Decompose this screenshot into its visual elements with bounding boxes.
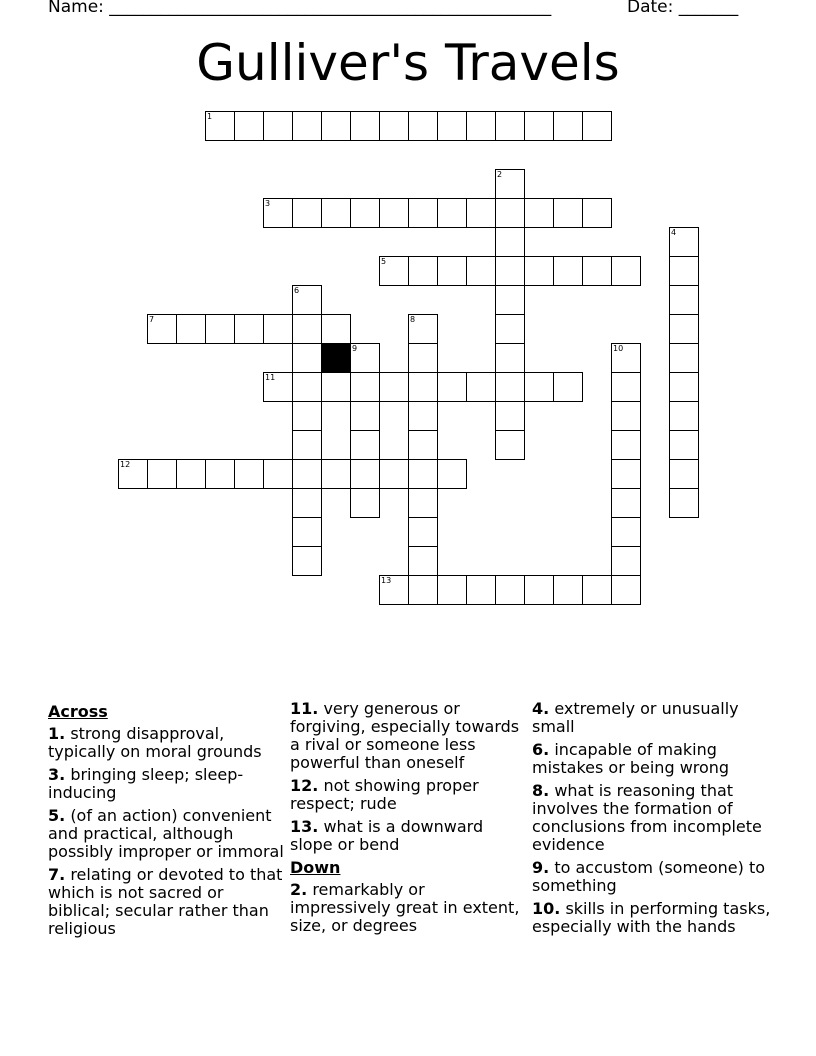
name-field-label: Name: ____________________________________________________ (48, 0, 552, 17)
grid-cell[interactable] (379, 198, 409, 228)
cell-number: 8 (410, 315, 416, 324)
clue-number: 13. (290, 817, 319, 836)
clue-number: 4. (532, 699, 550, 718)
grid-cell[interactable] (292, 401, 322, 431)
grid-cell[interactable] (263, 198, 293, 228)
grid-cell[interactable] (292, 546, 322, 576)
grid-cell[interactable] (495, 372, 525, 402)
grid-cell[interactable] (408, 401, 438, 431)
grid-cell[interactable] (408, 111, 438, 141)
clue-number: 12. (290, 776, 319, 795)
grid-cell[interactable] (611, 488, 641, 518)
clue-text: what is reasoning that involves the formation of conclusions from incomplete evidence (532, 781, 762, 854)
grid-cell[interactable] (611, 517, 641, 547)
grid-cell[interactable] (379, 459, 409, 489)
clue-text: what is a downward slope or bend (290, 817, 484, 854)
grid-cell[interactable] (495, 198, 525, 228)
clue-down-6 (532, 741, 772, 777)
grid-cell[interactable] (437, 256, 467, 286)
grid-cell[interactable] (321, 198, 351, 228)
grid-cell[interactable] (321, 459, 351, 489)
cell-number: 1 (207, 112, 213, 121)
grid-cell[interactable] (292, 372, 322, 402)
grid-cell[interactable] (669, 430, 699, 460)
grid-cell[interactable] (408, 343, 438, 373)
grid-cell[interactable] (553, 372, 583, 402)
grid-cell[interactable] (263, 314, 293, 344)
grid-cell[interactable] (205, 111, 235, 141)
cell-number: 4 (671, 228, 677, 237)
grid-cell[interactable] (553, 575, 583, 605)
grid-cell[interactable] (321, 111, 351, 141)
grid-cell[interactable] (350, 111, 380, 141)
grid-cell[interactable] (408, 459, 438, 489)
grid-cell[interactable] (176, 314, 206, 344)
grid-cell[interactable] (350, 198, 380, 228)
clue-number: 8. (532, 781, 550, 800)
grid-cell[interactable] (466, 111, 496, 141)
cell-number: 7 (149, 315, 155, 324)
grid-cell[interactable] (582, 575, 612, 605)
grid-cell[interactable] (466, 575, 496, 605)
grid-cell[interactable] (437, 198, 467, 228)
grid-cell[interactable] (524, 198, 554, 228)
page-title: Gulliver's Travels (196, 34, 620, 92)
grid-cell[interactable] (466, 372, 496, 402)
grid-cell[interactable] (292, 430, 322, 460)
date-field-label: Date: _______ (627, 0, 739, 17)
grid-cell[interactable] (176, 459, 206, 489)
clue-across-7 (48, 866, 284, 938)
clue-text: skills in performing tasks, especially with the hands (532, 899, 771, 936)
grid-cell[interactable] (408, 430, 438, 460)
cell-number: 13 (381, 576, 392, 585)
grid-cell[interactable] (147, 459, 177, 489)
grid-cell[interactable] (292, 459, 322, 489)
across-heading: Across (48, 702, 108, 721)
grid-cell[interactable] (234, 459, 264, 489)
grid-cell[interactable] (437, 459, 467, 489)
grid-cell[interactable] (292, 198, 322, 228)
clue-text: not showing proper respect; rude (290, 776, 479, 813)
cell-number: 11 (265, 373, 276, 382)
clue-text: bringing sleep; sleep-inducing (48, 765, 244, 802)
grid-cell[interactable] (321, 372, 351, 402)
black-grid-cell (321, 343, 351, 373)
cell-number: 9 (352, 344, 358, 353)
grid-cell[interactable] (350, 372, 380, 402)
grid-cell[interactable] (350, 459, 380, 489)
grid-cell[interactable] (611, 430, 641, 460)
grid-cell[interactable] (495, 343, 525, 373)
grid-cell[interactable] (669, 256, 699, 286)
clue-down-9 (532, 859, 772, 895)
cell-number: 3 (265, 199, 271, 208)
grid-cell[interactable] (437, 575, 467, 605)
cell-number: 12 (120, 460, 131, 469)
clue-number: 2. (290, 880, 308, 899)
clue-across-13 (290, 818, 522, 854)
grid-cell[interactable] (553, 198, 583, 228)
grid-cell[interactable] (234, 314, 264, 344)
clue-text: extremely or unusually small (532, 699, 739, 736)
clue-text: (of an action) convenient and practical, although possibly improper or immoral (48, 806, 284, 861)
clues-column-3 (532, 700, 772, 941)
grid-cell[interactable] (669, 401, 699, 431)
clue-text: very generous or forgiving, especially towards a rival or someone less powerful than oneself (290, 699, 520, 772)
grid-cell[interactable] (524, 256, 554, 286)
grid-cell[interactable] (495, 575, 525, 605)
clue-down-10 (532, 900, 772, 936)
clue-number: 11. (290, 699, 319, 718)
grid-cell[interactable] (263, 459, 293, 489)
clue-number: 10. (532, 899, 561, 918)
grid-cell[interactable] (263, 111, 293, 141)
grid-cell[interactable] (263, 372, 293, 402)
clue-number: 1. (48, 724, 66, 743)
clues-column-1 (48, 700, 284, 943)
grid-cell[interactable] (611, 575, 641, 605)
grid-cell[interactable] (408, 198, 438, 228)
grid-cell[interactable] (669, 227, 699, 257)
clue-text: remarkably or impressively great in extent, size, or degrees (290, 880, 520, 935)
grid-cell[interactable] (669, 488, 699, 518)
clue-text: relating or devoted to that which is not sacred or biblical; secular rather than religious (48, 865, 283, 938)
grid-cell[interactable] (495, 256, 525, 286)
grid-cell[interactable] (495, 401, 525, 431)
grid-cell[interactable] (292, 314, 322, 344)
cell-number: 6 (294, 286, 300, 295)
grid-cell[interactable] (205, 459, 235, 489)
grid-cell[interactable] (350, 401, 380, 431)
grid-cell[interactable] (350, 430, 380, 460)
clue-across-11 (290, 700, 522, 772)
grid-cell[interactable] (495, 227, 525, 257)
clue-down-2 (290, 881, 522, 935)
clue-text: strong disapproval, typically on moral grounds (48, 724, 262, 761)
cell-number: 10 (613, 344, 624, 353)
clue-down-4 (532, 700, 772, 736)
grid-cell[interactable] (292, 343, 322, 373)
grid-cell[interactable] (292, 488, 322, 518)
grid-cell[interactable] (292, 517, 322, 547)
grid-cell[interactable] (669, 459, 699, 489)
grid-cell[interactable] (495, 111, 525, 141)
grid-cell[interactable] (495, 430, 525, 460)
clue-across-12 (290, 777, 522, 813)
clue-number: 6. (532, 740, 550, 759)
grid-cell[interactable] (466, 198, 496, 228)
grid-cell[interactable] (350, 488, 380, 518)
grid-cell[interactable] (524, 372, 554, 402)
cell-number: 2 (497, 170, 503, 179)
grid-cell[interactable] (669, 343, 699, 373)
grid-cell[interactable] (437, 111, 467, 141)
down-heading: Down (290, 858, 341, 877)
grid-cell[interactable] (118, 459, 148, 489)
grid-cell[interactable] (379, 256, 409, 286)
grid-cell[interactable] (495, 169, 525, 199)
grid-cell[interactable] (524, 111, 554, 141)
clue-down-8 (532, 782, 772, 854)
grid-cell[interactable] (379, 372, 409, 402)
grid-cell[interactable] (292, 285, 322, 315)
clue-number: 3. (48, 765, 66, 784)
grid-cell[interactable] (408, 517, 438, 547)
clue-across-1 (48, 725, 284, 761)
grid-cell[interactable] (611, 459, 641, 489)
grid-cell[interactable] (408, 546, 438, 576)
grid-cell[interactable] (379, 111, 409, 141)
cell-number: 5 (381, 257, 387, 266)
grid-cell[interactable] (582, 256, 612, 286)
clue-number: 5. (48, 806, 66, 825)
clue-text: incapable of making mistakes or being wrong (532, 740, 730, 777)
grid-cell[interactable] (437, 372, 467, 402)
grid-cell[interactable] (524, 575, 554, 605)
grid-cell[interactable] (205, 314, 235, 344)
grid-cell[interactable] (611, 372, 641, 402)
clue-across-5 (48, 807, 284, 861)
grid-cell[interactable] (582, 198, 612, 228)
grid-cell[interactable] (408, 314, 438, 344)
grid-cell[interactable] (379, 575, 409, 605)
grid-cell[interactable] (669, 285, 699, 315)
grid-cell[interactable] (611, 343, 641, 373)
grid-cell[interactable] (495, 314, 525, 344)
grid-cell[interactable] (553, 111, 583, 141)
grid-cell[interactable] (611, 256, 641, 286)
clue-across-3 (48, 766, 284, 802)
grid-cell[interactable] (669, 314, 699, 344)
grid-cell[interactable] (611, 401, 641, 431)
grid-cell[interactable] (408, 256, 438, 286)
grid-cell[interactable] (582, 111, 612, 141)
clue-number: 7. (48, 865, 66, 884)
grid-cell[interactable] (611, 546, 641, 576)
grid-cell[interactable] (292, 111, 322, 141)
grid-cell[interactable] (408, 575, 438, 605)
clue-number: 9. (532, 858, 550, 877)
clues-column-2 (290, 700, 522, 940)
grid-cell[interactable] (669, 372, 699, 402)
grid-cell[interactable] (147, 314, 177, 344)
grid-cell[interactable] (408, 488, 438, 518)
grid-cell[interactable] (466, 256, 496, 286)
clue-text: to accustom (someone) to something (532, 858, 766, 895)
grid-cell[interactable] (495, 285, 525, 315)
grid-cell[interactable] (553, 256, 583, 286)
grid-cell[interactable] (234, 111, 264, 141)
grid-cell[interactable] (350, 343, 380, 373)
grid-cell[interactable] (408, 372, 438, 402)
grid-cell[interactable] (321, 314, 351, 344)
